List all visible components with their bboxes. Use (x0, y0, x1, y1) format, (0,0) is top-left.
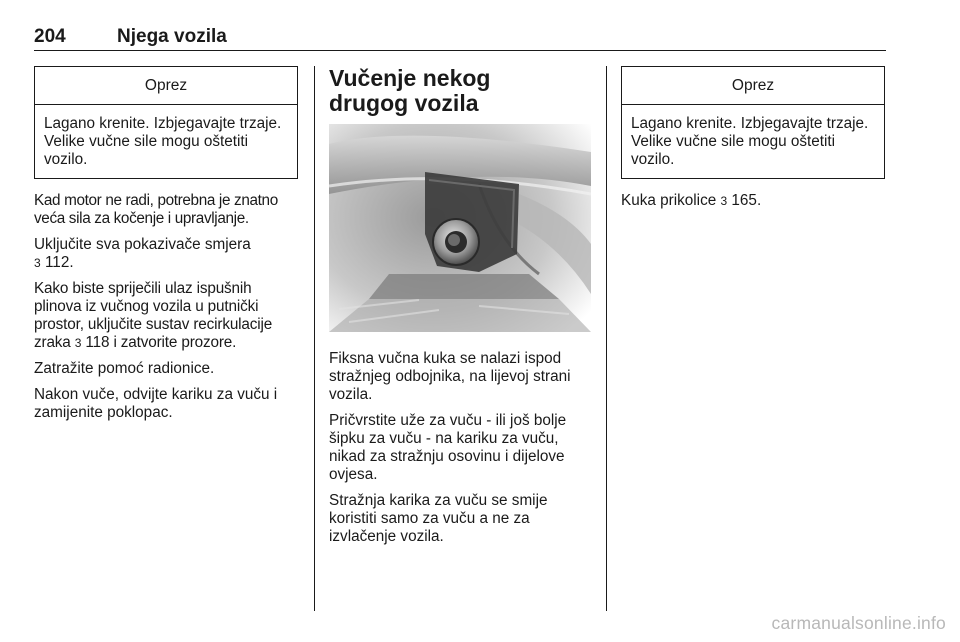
caution-box (621, 66, 885, 179)
page-reference[interactable]: 112. (44, 254, 74, 271)
caution-text: Lagano krenite. Izbjegavajte trzaje. Velike vučne sile mogu oštetiti vozilo. (44, 115, 282, 168)
left-column (34, 66, 300, 430)
paragraph-exhaust (34, 280, 300, 352)
column-divider (606, 66, 607, 611)
page-header (34, 22, 886, 51)
caution-box (34, 66, 298, 179)
paragraph: Stražnja karika za vuču se smije koristiti samo za vuču a ne za izvlačenje vozila. (329, 492, 548, 545)
column-divider (314, 66, 315, 611)
caution-text: Lagano krenite. Izbjegavajte trzaje. Velike vučne sile mogu oštetiti vozilo. (631, 115, 869, 168)
towing-eye-photo (329, 124, 591, 332)
page-reference[interactable]: 118 i zatvorite prozore. (85, 334, 237, 351)
chapter-title: Njega vozila (117, 26, 227, 47)
towing-eye-illustration (329, 124, 591, 332)
page-number: 204 (34, 26, 66, 47)
section-title: Vučenje nekog drugog vozila (329, 65, 491, 116)
paragraph-text: Kuka prikolice (621, 192, 717, 209)
paragraph-trailer-hitch (621, 192, 887, 210)
paragraph: Fiksna vučna kuka se nalazi ispod stražnjeg odbojnika, na lijevoj strani vozila. (329, 350, 571, 403)
reference-arrow-icon: 3 (720, 194, 728, 208)
paragraph: Zatražite pomoć radionice. (34, 360, 215, 377)
paragraph: Kad motor ne radi, potrebna je znatno veća sila za kočenje i upravljanje. (34, 192, 278, 227)
right-column (621, 66, 887, 218)
caution-title: Oprez (622, 67, 884, 105)
paragraph-turn-signals (34, 236, 300, 272)
paragraph-text: Kako biste spriječili ulaz ispušnih plinova iz vučnog vozila u putnički prostor, uključite sustav recirkulacije zraka (34, 280, 273, 351)
paragraph-text: Uključite sva pokazivače smjera (34, 236, 251, 253)
paragraph: Pričvrstite uže za vuču - ili još bolje šipku za vuču - na kariku za vuču, nikad za stražnju osovinu i dijelove ovjesa. (329, 412, 567, 483)
page-reference[interactable]: 165. (731, 192, 762, 209)
reference-arrow-icon: 3 (34, 256, 41, 270)
middle-column-text (329, 350, 591, 554)
paragraph: Nakon vuče, odvijte kariku za vuču i zamijenite poklopac. (34, 386, 278, 421)
watermark: carmanualsonline.info (771, 613, 946, 633)
caution-title: Oprez (35, 67, 297, 105)
reference-arrow-icon: 3 (74, 336, 82, 350)
middle-column (329, 66, 591, 116)
